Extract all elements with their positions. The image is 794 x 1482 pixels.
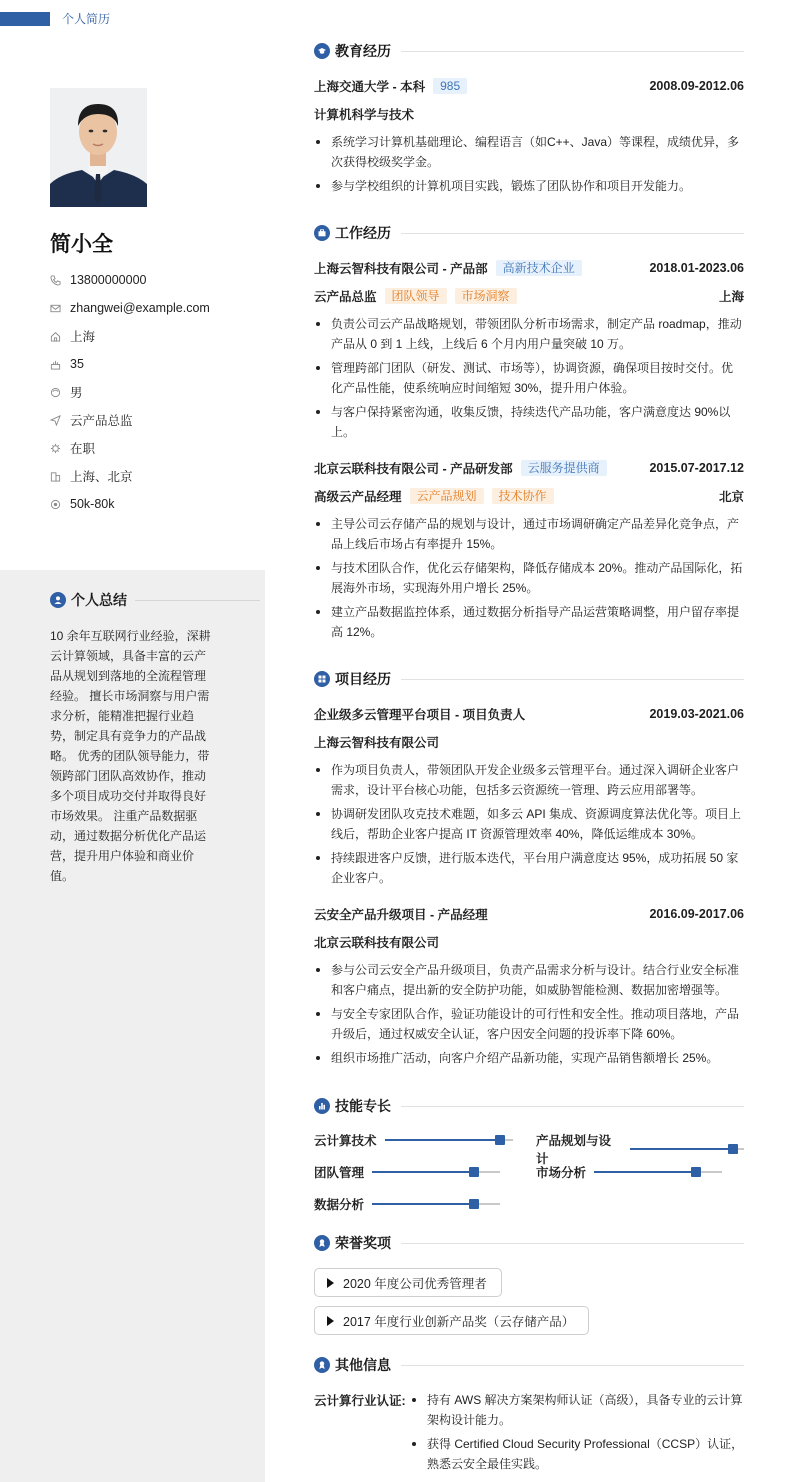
city-icon (50, 471, 70, 482)
list-item: 与安全专家团队合作，验证功能设计的可行性和安全性。推动项目落地，产品升级后，通过权威安全认证，客户因安全问题的投诉率下降 60%。 (314, 1004, 744, 1044)
info-position (50, 406, 260, 434)
list-item: 管理跨部门团队（研发、测试、市场等），协调资源，确保项目按时交付。优化产品性能，使系统响应时间缩短 30%，提升用户体验。 (314, 358, 744, 398)
other-header (314, 1355, 744, 1375)
role-tag: 云产品规划 (410, 488, 484, 504)
triangle-bullet-icon (327, 1316, 334, 1326)
bar-chart-icon (314, 1098, 330, 1114)
job-2-bullets (314, 514, 744, 646)
header-accent-bar (0, 12, 50, 26)
skill-item (314, 1195, 500, 1213)
job-1-role-row (314, 287, 744, 305)
status-icon (50, 443, 70, 454)
info-gender (50, 378, 260, 406)
job-role: 云产品总监 (314, 290, 377, 304)
role-tag: 团队领导 (385, 288, 447, 304)
skill-bar (594, 1171, 722, 1173)
award-item[interactable] (314, 1268, 502, 1297)
major: 计算机科学与技术 (314, 108, 415, 122)
skill-item (536, 1131, 744, 1167)
award-text: 2020 年度公司优秀管理者 (343, 1276, 487, 1291)
info-age (50, 350, 260, 378)
list-item: 参与公司云安全产品升级项目，负责产品需求分析与设计。结合行业安全标准和客户痛点，提出新的安全防护功能，如威胁智能检测、数据加密增强等。 (314, 960, 744, 1000)
projects-header (314, 669, 744, 689)
project-period: 2019.03-2021.06 (649, 707, 744, 721)
divider (401, 51, 744, 52)
skill-name: 团队管理 (314, 1166, 365, 1180)
job-1-bullets (314, 314, 744, 446)
education-period: 2008.09-2012.06 (649, 79, 744, 93)
project-1-name-row (314, 705, 744, 723)
award-icon (314, 1357, 330, 1373)
age-icon (50, 359, 70, 370)
job-city: 上海 (718, 290, 744, 304)
divider (401, 233, 744, 234)
skill-name: 数据分析 (314, 1198, 365, 1212)
briefcase-icon (314, 225, 330, 241)
education-title: 教育经历 (335, 43, 391, 59)
age-value: 35 (70, 357, 84, 371)
contact-info-list (50, 266, 260, 518)
info-phone (50, 266, 260, 294)
list-item: 组织市场推广活动，向客户介绍产品新功能，实现产品销售额增长 25%。 (314, 1048, 744, 1068)
award-text: 2017 年度行业创新产品奖（云存储产品） (343, 1314, 575, 1329)
project-2-company-row (314, 933, 744, 951)
list-item: 与技术团队合作，优化云存储架构，降低存储成本 20%。推动产品国际化，拓展海外市场，实现海外用户增长 25%。 (314, 558, 744, 598)
company-tag: 高新技术企业 (496, 260, 582, 276)
skills-title: 技能专长 (335, 1098, 391, 1114)
education-header (314, 41, 744, 61)
project-2-name-row (314, 905, 744, 923)
home-icon (50, 331, 70, 342)
grid-icon (314, 671, 330, 687)
school-name: 上海交通大学 - 本科 (314, 80, 426, 94)
award-item[interactable] (314, 1306, 589, 1335)
gender-icon (50, 387, 70, 398)
projects-title: 项目经历 (335, 671, 391, 687)
project-company: 北京云联科技有限公司 (314, 936, 440, 950)
awards-title: 荣誉奖项 (335, 1235, 391, 1251)
divider (401, 1365, 744, 1366)
email-value: zhangwei@example.com (70, 301, 210, 315)
project-name: 企业级多云管理平台项目 - 项目负责人 (314, 708, 526, 722)
job-city: 北京 (718, 490, 744, 504)
project-name: 云安全产品升级项目 - 产品经理 (314, 908, 488, 922)
work-header (314, 223, 744, 243)
job-period: 2018.01-2023.06 (649, 261, 744, 275)
certification-label: 云计算行业认证: (314, 1394, 406, 1408)
candidate-name: 简小全 (50, 233, 113, 256)
skill-bar (385, 1139, 513, 1141)
job-1-company-row (314, 259, 744, 277)
email-icon (50, 303, 70, 314)
list-item: 持续跟进客户反馈，进行版本迭代，平台用户满意度达 95%，成功拓展 50 家企业客户。 (314, 848, 744, 888)
skill-item (314, 1131, 513, 1149)
awards-header (314, 1233, 744, 1253)
info-city (50, 462, 260, 490)
project-2-bullets (314, 960, 744, 1072)
location-value: 上海 (70, 330, 96, 344)
list-item: 建立产品数据监控体系，通过数据分析指导产品运营策略调整，用户留存率提高 12%。 (314, 602, 744, 642)
list-item: 持有 AWS 解决方案架构师认证（高级），具备专业的云计算架构设计能力。 (410, 1390, 744, 1430)
info-status (50, 434, 260, 462)
user-icon (50, 592, 66, 608)
other-title: 其他信息 (335, 1357, 391, 1373)
project-1-company-row (314, 733, 744, 751)
list-item: 作为项目负责人，带领团队开发企业级多云管理平台。通过深入调研企业客户需求，设计平台核心功能，包括多云资源统一管理、跨云应用部署等。 (314, 760, 744, 800)
skill-bar-fill (372, 1203, 474, 1205)
info-location (50, 322, 260, 350)
skill-bar-fill (630, 1148, 733, 1150)
divider (401, 1106, 744, 1107)
skill-name: 市场分析 (536, 1166, 587, 1180)
project-company: 上海云智科技有限公司 (314, 736, 440, 750)
role-tag: 技术协作 (492, 488, 554, 504)
skill-bar-fill (385, 1139, 500, 1141)
job-2-company-row (314, 459, 744, 477)
divider (401, 679, 744, 680)
skill-bar-knob (469, 1199, 479, 1209)
school-tag: 985 (433, 78, 467, 94)
list-item: 参与学校组织的计算机项目实践，锻炼了团队协作和项目开发能力。 (314, 176, 744, 196)
summary-header (50, 590, 260, 610)
info-email (50, 294, 260, 322)
skill-bar-knob (728, 1144, 738, 1154)
skill-bar-knob (469, 1167, 479, 1177)
company-tag: 云服务提供商 (521, 460, 607, 476)
avatar (50, 88, 147, 207)
skill-bar-knob (691, 1167, 701, 1177)
skill-item (314, 1163, 500, 1181)
job-period: 2015.07-2017.12 (649, 461, 744, 475)
skill-bar-fill (372, 1171, 474, 1173)
graduation-cap-icon (314, 43, 330, 59)
summary-text: 10 余年互联网行业经验，深耕云计算领域，具备丰富的云产品从规划到落地的全流程管理经验。 擅长市场洞察与用户需求分析，能精准把握行业趋势，制定具有竞争力的产品战略。 优秀的团队领导能力，带领跨部门团队高效协作，推动多个项目成功交付并取得良好市场效果。 注重产品数据驱动，通过数据分析优化产品运营，提升用户体验和商业价值。 (50, 629, 211, 883)
city-value: 上海、北京 (70, 470, 133, 484)
job-role: 高级云产品经理 (314, 490, 402, 504)
skill-bar-knob (495, 1135, 505, 1145)
list-item: 协调研发团队攻克技术难题，如多云 API 集成、资源调度算法优化等。项目上线后，帮助企业客户提高 IT 资源管理效率 40%，降低运维成本 30%。 (314, 804, 744, 844)
position-value: 云产品总监 (70, 414, 133, 428)
list-item: 主导公司云存储产品的规划与设计，通过市场调研确定产品差异化竞争点，产品上线后市场占有率提升 15%。 (314, 514, 744, 554)
certification-bullets (410, 1390, 744, 1478)
list-item: 系统学习计算机基础理论、编程语言（如C++、Java）等课程，成绩优异，多次获得校级奖学金。 (314, 132, 744, 172)
phone-value: 13800000000 (70, 273, 147, 287)
skill-bar (372, 1203, 500, 1205)
summary-title: 个人总结 (71, 592, 127, 608)
salary-value: 50k-80k (70, 497, 115, 511)
company-name: 上海云智科技有限公司 - 产品部 (314, 262, 488, 276)
education-school-row (314, 77, 744, 95)
role-tag: 市场洞察 (455, 288, 517, 304)
skill-item (536, 1163, 722, 1181)
skills-header (314, 1096, 744, 1116)
list-item: 负责公司云产品战略规划，带领团队分析市场需求，制定产品 roadmap，推动产品从 0 到 1 上线，上线后 6 个月内用户量突破 10 万。 (314, 314, 744, 354)
skill-bar-fill (594, 1171, 696, 1173)
education-major-row (314, 105, 744, 123)
salary-icon (50, 499, 70, 510)
job-2-role-row (314, 487, 744, 505)
list-item: 与客户保持紧密沟通，收集反馈，持续迭代产品功能，客户满意度达 90%以上。 (314, 402, 744, 442)
status-value: 在职 (70, 442, 96, 456)
gender-value: 男 (70, 386, 83, 400)
divider (135, 600, 260, 601)
phone-icon (50, 275, 70, 286)
divider (401, 1243, 744, 1244)
triangle-bullet-icon (327, 1278, 334, 1288)
position-icon (50, 415, 70, 426)
company-name: 北京云联科技有限公司 - 产品研发部 (314, 462, 513, 476)
resume-tag: 个人简历 (62, 12, 111, 26)
skill-bar (372, 1171, 500, 1173)
education-bullets (314, 132, 744, 200)
skill-bar (630, 1148, 744, 1150)
skill-name: 产品规划与设计 (536, 1134, 612, 1166)
work-title: 工作经历 (335, 225, 391, 241)
skill-name: 云计算技术 (314, 1134, 377, 1148)
project-1-bullets (314, 760, 744, 892)
award-icon (314, 1235, 330, 1251)
list-item: 获得 Certified Cloud Security Professional（CCSP）认证，熟悉云安全最佳实践。 (410, 1434, 744, 1474)
info-salary (50, 490, 260, 518)
project-period: 2016.09-2017.06 (649, 907, 744, 921)
